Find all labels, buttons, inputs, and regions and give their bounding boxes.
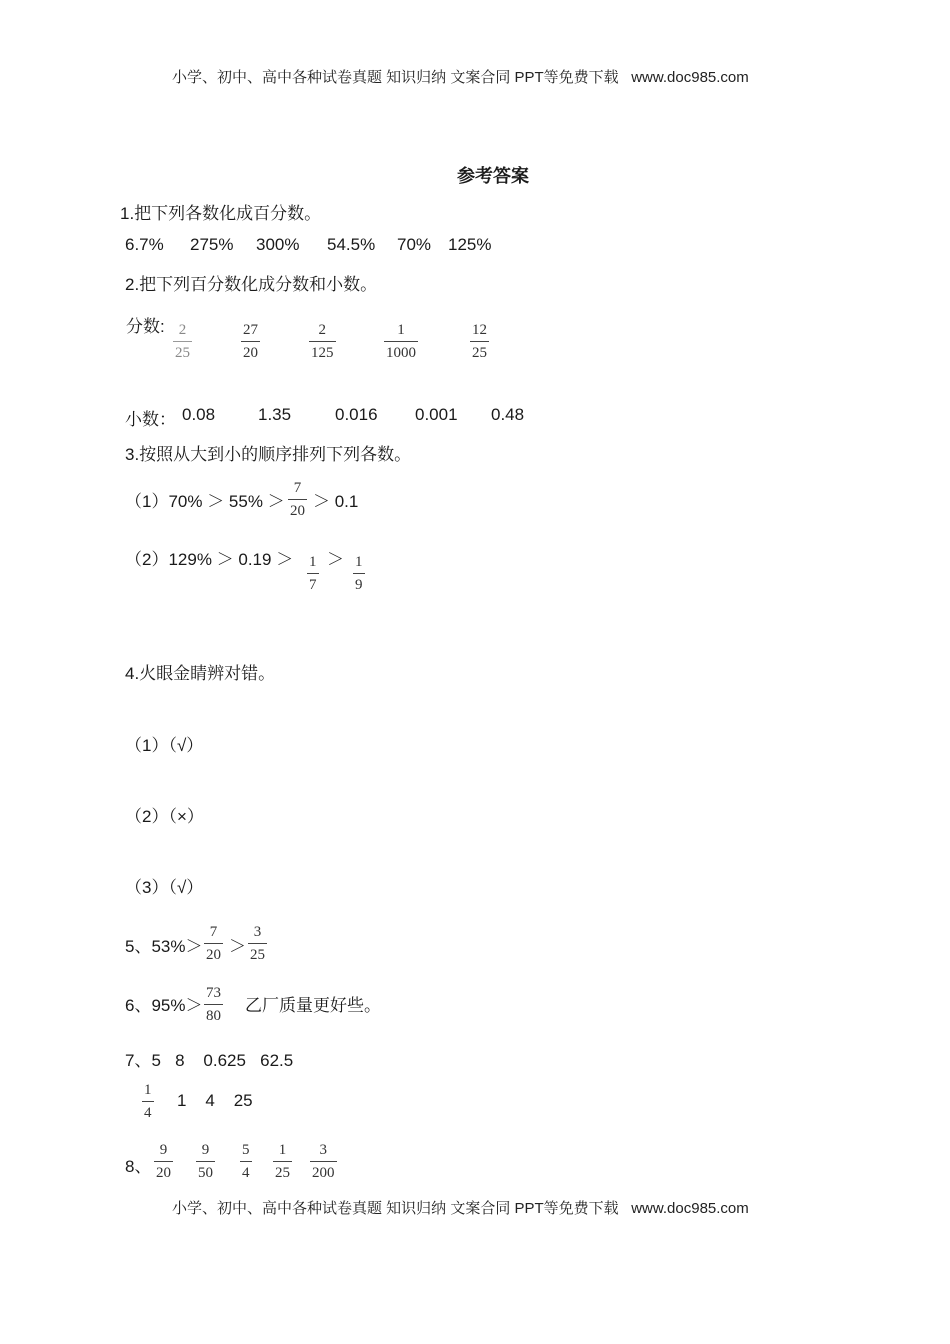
denominator: 25 [250, 947, 265, 963]
denominator: 20 [290, 503, 305, 519]
q5-fraction [248, 925, 267, 963]
q3-item2-fraction [307, 555, 319, 593]
numerator: 12 [472, 322, 487, 338]
denominator: 25 [275, 1165, 290, 1181]
numerator: 1 [144, 1082, 152, 1098]
q2-heading: 2.把下列百分数化成分数和小数。 [125, 275, 378, 294]
denominator: 1000 [386, 345, 416, 361]
denominator: 9 [355, 577, 363, 593]
denominator: 20 [156, 1165, 171, 1181]
q1-answer: 125% [448, 235, 492, 254]
q6-prefix: 6、95%＞ [125, 996, 203, 1015]
page-header [172, 66, 749, 87]
q3-item2-gt: ＞ [327, 550, 344, 569]
numerator: 27 [243, 322, 258, 338]
footer-url: www.doc985.com [631, 1200, 749, 1217]
numerator: 1 [397, 322, 405, 338]
q4-item: （1）（√） [125, 736, 204, 755]
numerator: 9 [201, 1142, 210, 1158]
q2-fraction [173, 323, 192, 361]
denominator: 25 [472, 345, 487, 361]
q3-heading: 3.按照从大到小的顺序排列下列各数。 [125, 445, 412, 464]
page-title: 参考答案 [457, 166, 529, 186]
denominator: 125 [311, 345, 334, 361]
q7-line2: 1 4 25 [177, 1091, 253, 1110]
numerator: 1 [355, 554, 363, 570]
q1-heading: 1.把下列各数化成百分数。 [120, 204, 322, 223]
denominator: 4 [242, 1165, 250, 1181]
numerator: 7 [293, 480, 302, 496]
q6-suffix: 乙厂质量更好些。 [245, 996, 381, 1015]
q5-fraction [204, 925, 223, 963]
q2-fraction [309, 323, 336, 361]
q1-answer: 300% [256, 235, 300, 254]
q1-answer: 54.5% [327, 235, 376, 254]
denominator: 80 [206, 1008, 221, 1024]
q8-fraction [154, 1143, 173, 1181]
q7-line1: 7、5 8 0.625 62.5 [125, 1051, 294, 1070]
footer-text: 小学、初中、高中各种试卷真题 知识归纳 文案合同 PPT等免费下载 [172, 1200, 619, 1217]
numerator: 2 [318, 322, 326, 338]
q1-answer: 275% [190, 235, 234, 254]
q4-item: （3）（√） [125, 878, 204, 897]
numerator: 7 [209, 924, 218, 940]
q3-item1-suffix: ＞ 0.1 [313, 492, 359, 511]
q2-fraction [470, 323, 489, 361]
numerator: 5 [242, 1142, 250, 1158]
q4-item: （2）（×） [125, 807, 204, 826]
numerator: 1 [278, 1142, 287, 1158]
numerator: 9 [159, 1142, 168, 1158]
denominator: 7 [309, 577, 317, 593]
q3-item1-fraction [288, 481, 307, 519]
q8-fraction [240, 1143, 252, 1181]
denominator: 200 [312, 1165, 335, 1181]
denominator: 25 [175, 345, 190, 361]
numerator: 3 [253, 924, 262, 940]
numerator: 1 [309, 554, 317, 570]
header-url: www.doc985.com [631, 69, 749, 86]
q2-decimal: 1.35 [258, 405, 292, 424]
denominator: 4 [144, 1105, 152, 1121]
q6-fraction [204, 986, 223, 1024]
q4-heading: 4.火眼金睛辨对错。 [125, 664, 276, 683]
q2-decimal: 0.08 [182, 405, 216, 424]
page-footer [172, 1197, 749, 1218]
numerator: 2 [178, 322, 187, 338]
q3-item2-prefix: （2）129% ＞ 0.19 ＞ [125, 550, 294, 569]
q2-decimal: 0.001 [415, 405, 458, 424]
denominator: 50 [198, 1165, 213, 1181]
q1-answer: 70% [397, 235, 432, 254]
header-text: 小学、初中、高中各种试卷真题 知识归纳 文案合同 PPT等免费下载 [172, 69, 619, 86]
q2-fraction [241, 323, 260, 361]
q7-fraction [142, 1083, 154, 1121]
q5-gt: ＞ [229, 937, 246, 956]
q1-answer: 6.7% [125, 235, 164, 254]
q2-decimal: 0.016 [335, 405, 378, 424]
q5-prefix: 5、53%＞ [125, 937, 203, 956]
q2-decimal-label: 小数： [125, 410, 176, 429]
q3-item2-fraction [353, 555, 365, 593]
numerator: 73 [206, 985, 221, 1001]
q8-fraction [273, 1143, 292, 1181]
q8-prefix: 8、 [125, 1157, 152, 1176]
q3-item1-prefix: （1）70% ＞ 55% ＞ [125, 492, 285, 511]
q8-fraction [196, 1143, 215, 1181]
numerator: 3 [319, 1142, 327, 1158]
q2-fraction [384, 323, 418, 361]
q2-fraction-label: 分数: [126, 317, 165, 336]
denominator: 20 [206, 947, 221, 963]
q8-fraction [310, 1143, 337, 1181]
q2-decimal: 0.48 [491, 405, 525, 424]
denominator: 20 [243, 345, 258, 361]
